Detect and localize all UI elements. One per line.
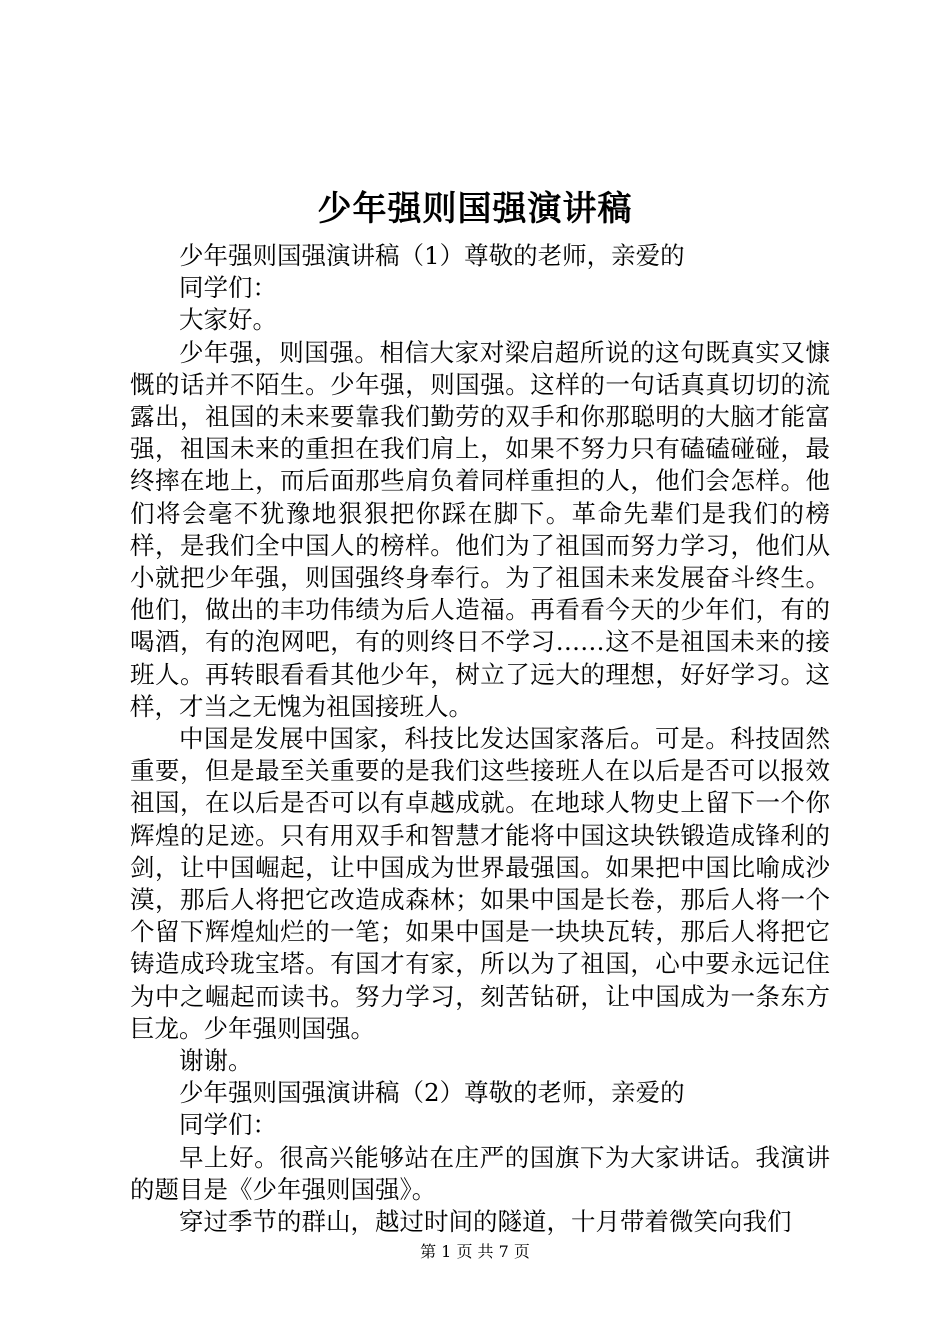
document-body (130, 240, 830, 1238)
document-title: 少年强则国强演讲稿 (317, 189, 633, 229)
paragraph: 同学们： (179, 273, 277, 303)
paragraph: 大家好。 (179, 305, 277, 335)
page-number-footer: 第 1 页 共 7 页 (420, 1242, 530, 1261)
paragraph: 少年强，则国强。相信大家对梁启超所说的这句既真实又慷慨的话并不陌生。少年强，则国强。这样的一句话真真切切的流露出，祖国的未来要靠我们勤劳的双手和你那聪明的大脑才能富强，祖国未来的重担在我们肩上，如果不努力只有磕磕碰碰，最终摔在地上，而后面那些肩负着同样重担的人，他们会怎样。他们将会毫不犹豫地狠狠把你踩在脚下。革命先辈们是我们的榜样，是我们全中国人的榜样。他们为了祖国而努力学习，他们从小就把少年强，则国强终身奉行。为了祖国未来发展奋斗终生。他们，做出的丰功伟绩为后人造福。再看看今天的少年们，有的喝酒，有的泡网吧，有的则终日不学习……这不是祖国未来的接班人。再转眼看看其他少年，树立了远大的理想，好好学习。这样，才当之无愧为祖国接班人。 (130, 337, 830, 721)
paragraph: 谢谢。 (179, 1046, 253, 1076)
paragraph: 早上好。很高兴能够站在庄严的国旗下为大家讲话。我演讲的题目是《少年强则国强》。 (130, 1142, 830, 1204)
paragraph: 穿过季节的群山，越过时间的隧道，十月带着微笑向我们 (179, 1207, 792, 1237)
paragraph: 中国是发展中国家，科技比发达国家落后。可是。科技固然重要，但是最至关重要的是我们这些接班人在以后是否可以报效祖国，在以后是否可以有卓越成就。在地球人物史上留下一个你辉煌的足迹。只有用双手和智慧才能将中国这块铁锻造成锋利的剑，让中国崛起，让中国成为世界最强国。如果把中国比喻成沙漠，那后人将把它改造成森林；如果中国是长卷，那后人将一个个留下辉煌灿烂的一笔；如果中国是一块块瓦转，那后人将把它铸造成玲珑宝塔。有国才有家，所以为了祖国，心中要永远记住为中之崛起而读书。努力学习，刻苦钻研，让中国成为一条东方巨龙。少年强则国强。 (130, 724, 830, 1043)
paragraph: 少年强则国强演讲稿（2）尊敬的老师，亲爱的 (179, 1078, 685, 1108)
paragraph: 同学们： (179, 1110, 277, 1140)
paragraph: 少年强则国强演讲稿（1）尊敬的老师，亲爱的 (179, 241, 685, 270)
